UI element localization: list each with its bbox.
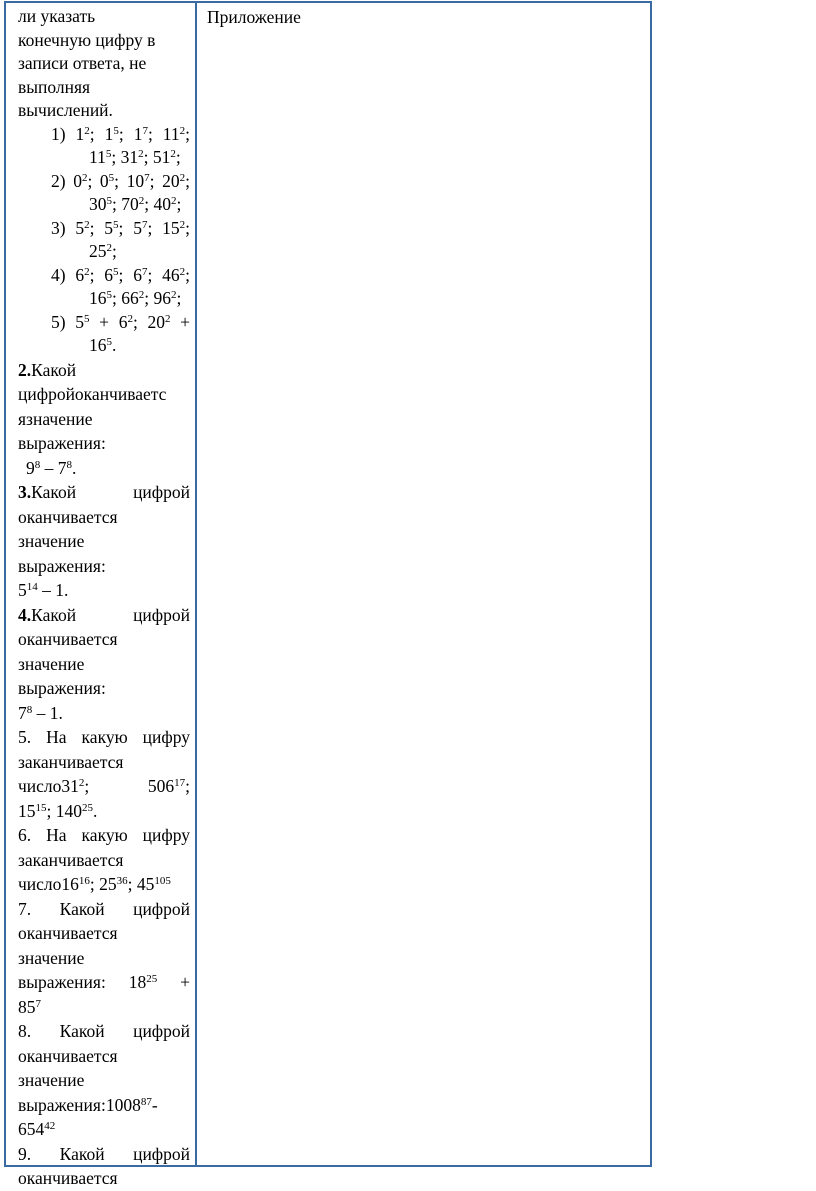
question-4: 4.Какой цифрой оканчивается значение выражения: $7^8 - 1$. <box>18 604 190 723</box>
answer-option-2: 2) $0^2$; $0^5$; $10^7$; $20^2$; $30^5$; $70^2$; $40^2$; <box>51 170 190 214</box>
appendix-title: Приложение <box>207 7 301 27</box>
question-6: 6. На какую цифру заканчивается $число16^{16}$; $25^{36}$; $45^{105}$ <box>18 825 190 894</box>
tasks-column <box>18 5 190 1191</box>
question-3: 3.Какой цифрой оканчивается значение выражения: $5^{14} - 1$. <box>18 482 190 600</box>
intro-text: ли указать конечную цифру в записи ответа, не выполняя вычислений. <box>18 6 156 120</box>
task-table <box>4 1 652 1188</box>
answer-option-3: 3) $5^2$; $5^5$; $5^7$; $15^2$; $25^2$; <box>51 217 190 261</box>
question-9: 9. Какой цифрой оканчивается <box>18 1143 191 1188</box>
answer-option-5: 5) $5^5 + 6^2$; $20^2$ + $16^5$. <box>51 311 191 355</box>
column-divider <box>195 3 197 1165</box>
question-5: 5. На какую цифру заканчивается $число31^2$; $506^{17}$; $15^{15}$; $140^{25}$. <box>18 727 190 821</box>
answer-option-4: 4) $6^2$; $6^5$; $6^7$; $46^2$; $16^5$; $66^2$; $96^2$; <box>51 264 190 308</box>
question-7: 7. Какой цифрой оканчивается значение выражения: $18^{25}$ + $85^7$ <box>18 898 191 1017</box>
answer-option-1: 1) $1^2$; $1^5$; $1^7$; $11^2$; $11^5$; $31^2$; $51^2$; <box>51 123 190 167</box>
question-8: 8. Какой цифрой оканчивается значение выражения:1008$^{87}$- $654^{42}$ <box>18 1021 191 1139</box>
question-2: 2.Какой цифройоканчиваетс язначение выражения: $9^8 - 7^8$. <box>18 359 167 478</box>
